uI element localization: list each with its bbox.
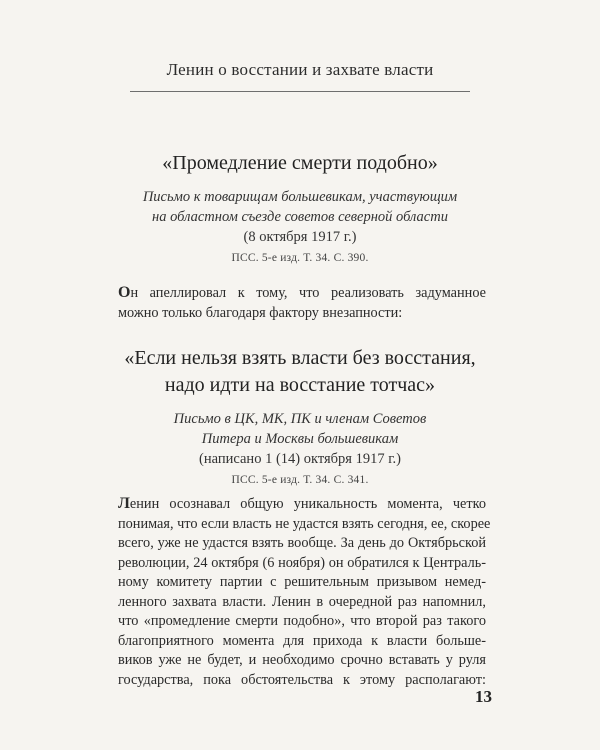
- quote-2-reference: ПСС. 5-е изд. Т. 34. С. 341.: [231, 474, 369, 486]
- quote-1-date: (8 октября 1917 г.): [243, 229, 357, 245]
- running-head: Ленин о восстании и захвате власти: [166, 60, 434, 79]
- paragraph-line: енин осознавал общую уникальность момента, четко: [129, 496, 486, 512]
- paragraph-line: можно только благодаря фактору внезапности:: [118, 304, 403, 321]
- header-rule: [130, 91, 470, 92]
- paragraph-line: что «промедление смерти подобно», что второй раз такого: [118, 613, 486, 629]
- page-number: 13: [475, 687, 492, 706]
- quote-2-source-line: Письмо в ЦК, МК, ПК и членам Советов: [173, 411, 427, 427]
- paragraph-line: революции, 24 октября (6 ноября) он обратился к Централь-: [118, 554, 486, 571]
- paragraph-1-dropcap: О: [118, 284, 131, 301]
- paragraph-line: н апеллировал к тому, что реализовать задуманное: [130, 285, 486, 301]
- paragraph-line: благоприятного момента для прихода к власти больше-: [118, 632, 486, 649]
- paragraph-line: ленного захвата власти. Ленин в очередной раз напомнил,: [118, 593, 486, 610]
- quote-2-title-line: «Если нельзя взять власти без восстания,: [124, 347, 476, 369]
- quote-1-title: «Промедление смерти подобно»: [162, 152, 438, 174]
- quote-2-title-line: надо идти на восстание тотчас»: [164, 374, 436, 396]
- quote-2-date: (написано 1 (14) октября 1917 г.): [199, 451, 401, 467]
- paragraph-line: всего, уже не удастся взять вообще. За день до Октябрьской: [118, 535, 486, 551]
- quote-1-source-line: на областном съезде советов северной области: [152, 209, 448, 225]
- paragraph-line: понимая, что если власть не удастся взять сегодня, ее, скорее: [118, 515, 491, 532]
- paragraph-2-dropcap: Л: [118, 495, 130, 512]
- quote-1-source-line: Письмо к товарищам большевикам, участвующим: [142, 189, 458, 205]
- quote-2-source-line: Питера и Москвы большевикам: [201, 431, 399, 447]
- paragraph-line: ному комитету партии с решительным призывом немед-: [118, 574, 486, 590]
- paragraph-line: государства, пока обстоятельства к этому располагают:: [118, 671, 486, 688]
- paragraph-2: [118, 494, 491, 690]
- quote-block-1: [90, 150, 510, 267]
- paragraph-1: [118, 283, 486, 323]
- quote-block-2: [90, 345, 510, 489]
- quote-1-reference: ПСС. 5-е изд. Т. 34. С. 390.: [231, 252, 369, 264]
- paragraph-line: виков уже не будет, и необходимо срочно вставать у руля: [118, 652, 486, 668]
